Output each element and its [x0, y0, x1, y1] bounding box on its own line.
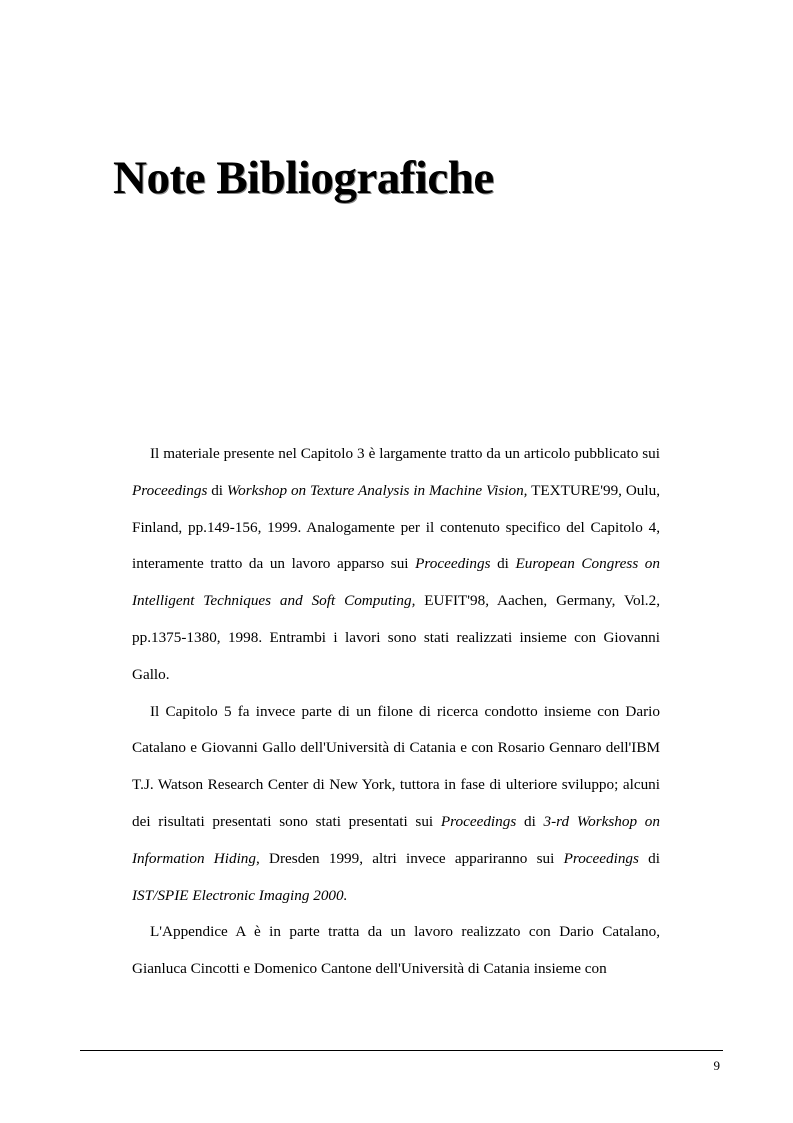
text-run: di [516, 812, 544, 830]
text-run: Il materiale presente nel Capitolo 3 è largamente tratto da un articolo pubblicato sui [150, 445, 660, 462]
italic-run: IST/SPIE Electronic Imaging 2000. [132, 886, 348, 904]
italic-run: Proceedings [563, 849, 639, 867]
footer-rule [80, 1050, 723, 1051]
text-run: di [207, 481, 227, 499]
page-title: Note Bibliografiche [113, 152, 494, 204]
text-run: TEXTURE'99, Oulu, Finland, pp.149-156, 1999. Analogamente per il contenuto specifico del Capitolo 4, interamente tratto da un lavoro apparso sui [132, 481, 660, 573]
page-number: 9 [713, 1058, 720, 1073]
text-run: EUFIT'98, Aachen, Germany, Vol.2, pp.1375-1380, 1998. Entrambi i lavori sono stati realizzati insieme con Giovanni Gallo. [132, 592, 660, 683]
italic-run: 3-rd Workshop on Information Hiding [132, 812, 660, 867]
italic-run: European Congress on Intelligent Techniques and Soft Computing, [132, 555, 660, 610]
body-text [132, 436, 660, 988]
paragraph [132, 694, 660, 915]
italic-run: Proceedings [415, 555, 491, 573]
italic-run: Proceedings [440, 812, 517, 830]
italic-run: Proceedings [132, 481, 208, 499]
text-run: di [638, 849, 660, 867]
text-run: Il Capitolo 5 fa invece parte di un filone di ricerca condotto insieme con Dario Catalano e Giovanni Gallo dell'Università di Catania e con Rosario Gennaro dell'IBM T.J. Watson Research Center di New York, tuttora in fase di ulteriore sviluppo; alcuni dei risultati presentati sono stati presentati sui [132, 702, 660, 830]
paragraph [132, 914, 660, 988]
text-run: , Dresden 1999, altri invece appariranno sui [256, 849, 564, 867]
italic-run: Workshop on Texture Analysis in Machine Vision, [226, 481, 528, 499]
text-run: L'Appendice A è in parte tratta da un lavoro realizzato con Dario Catalano, Gianluca Cincotti e Domenico Cantone dell'Università di Catania insieme con [132, 923, 660, 978]
text-run: di [490, 555, 516, 573]
paragraph [132, 436, 660, 694]
